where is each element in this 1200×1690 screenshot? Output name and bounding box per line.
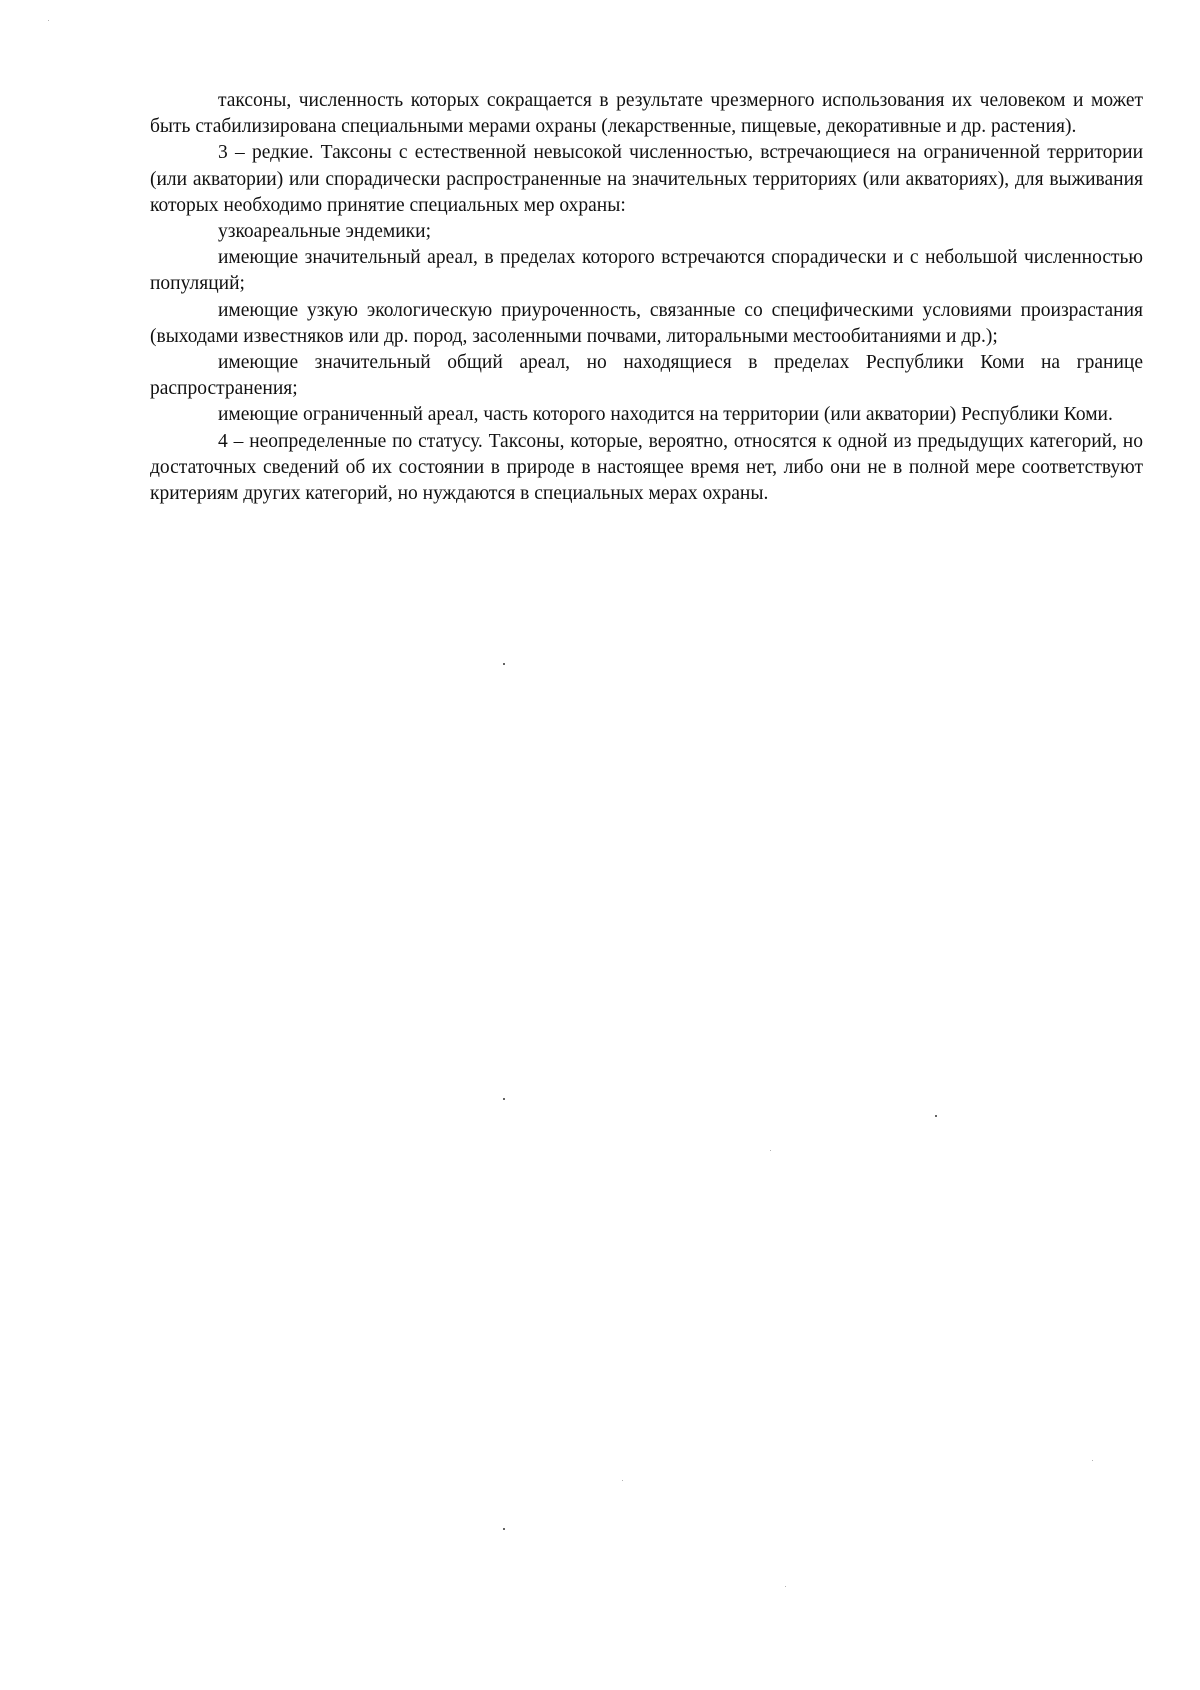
scan-speck — [48, 20, 49, 21]
list-item-ecological-confinement: имеющие узкую экологическую приуроченность, связанные со специфическими условиями произрастания (выходами известняков или др. пород, засоленными почвами, литоральными местообитаниями и др.); — [150, 299, 1143, 347]
scan-speck — [935, 1115, 937, 1117]
list-item-sporadic-range: имеющие значительный ареал, в пределах которого встречаются спорадически и с небольшой численностью популяций; — [150, 247, 1143, 295]
list-item-range-border: имеющие значительный общий ареал, но находящиеся в пределах Республики Коми на границе распространения; — [150, 352, 1143, 400]
scan-speck — [1092, 1460, 1093, 1461]
scan-speck — [785, 1586, 786, 1587]
paragraph-exploited-taxa: таксоны, численность которых сокращается в результате чрезмерного использования их человеком и может быть стабилизирована специальными мерами охраны (лекарственные, пищевые, декоративные и др. растения). — [150, 90, 1143, 138]
paragraph-category-4-undetermined: 4 – неопределенные по статусу. Таксоны, которые, вероятно, относятся к одной из предыдущих категорий, но достаточных сведений об их состоянии в природе в настоящее время нет, либо они не в полной мере соответствуют критериям других категорий, но нуждаются в специальных мерах охраны. — [150, 430, 1143, 505]
list-item-narrow-endemics: узкоареальные эндемики; — [218, 221, 431, 243]
scan-speck — [622, 1480, 623, 1481]
scan-speck — [770, 1150, 771, 1151]
paragraph-category-3-rare: 3 – редкие. Таксоны с естественной невысокой численностью, встречающиеся на ограниченной территории (или акватории) или спорадически распространенные на значительных территориях (или акваториях), для выживания которых необходимо принятие специальных мер охраны: — [150, 142, 1143, 216]
document-body — [150, 88, 1143, 507]
scan-speck — [503, 1098, 505, 1100]
scan-speck — [503, 1528, 505, 1530]
scan-speck — [503, 663, 505, 665]
list-item-limited-range: имеющие ограниченный ареал, часть которого находится на территории (или акватории) Республики Коми. — [218, 404, 1113, 426]
